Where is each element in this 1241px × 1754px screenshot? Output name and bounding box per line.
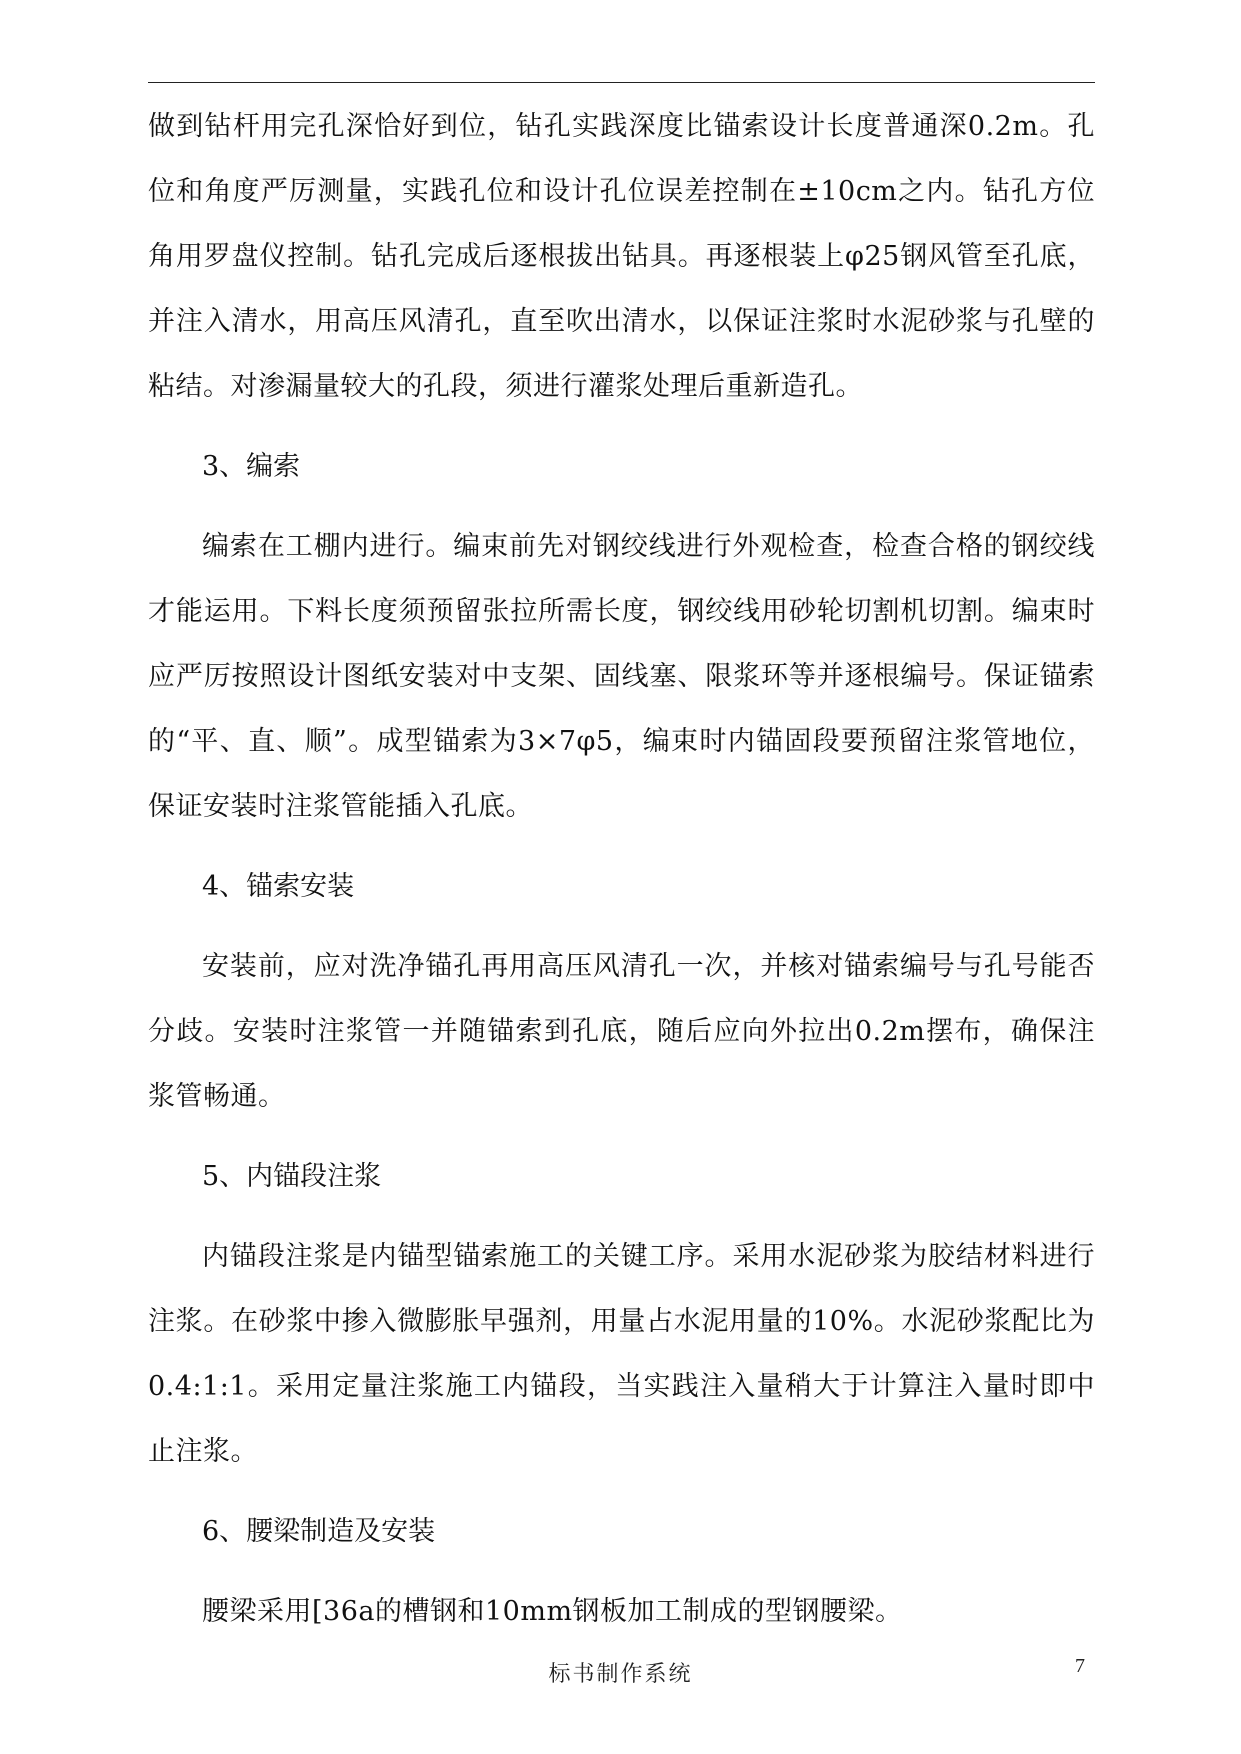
header-rule (148, 82, 1095, 83)
section-heading-3: 3、编索 (202, 451, 301, 482)
document-body (148, 94, 1095, 1644)
paragraph-cable-installation: 安装前，应对洗净锚孔再用高压风清孔一次，并核对锚索编号与孔号能否分歧。安装时注浆管一并随锚索到孔底，随后应向外拉出0.2m摆布，确保注浆管畅通。 (148, 951, 1095, 1112)
page-number: 7 (1075, 1655, 1085, 1677)
section-heading-6: 6、腰梁制造及安装 (202, 1516, 436, 1547)
paragraph-waist-beam: 腰梁采用[36a的槽钢和10mm钢板加工制成的型钢腰梁。 (202, 1596, 903, 1627)
paragraph-drilling: 做到钻杆用完孔深恰好到位，钻孔实践深度比锚索设计长度普通深0.2m。孔位和角度严厉测量，实践孔位和设计孔位误差控制在±10cm之内。钻孔方位角用罗盘仪控制。钻孔完成后逐根拔出钻具。再逐根装上φ25钢风管至孔底，并注入清水，用高压风清孔，直至吹出清水，以保证注浆时水泥砂浆与孔壁的粘结。对渗漏量较大的孔段，须进行灌浆处理后重新造孔。 (148, 111, 1095, 402)
footer-title: 标书制作系统 (548, 1662, 693, 1687)
section-heading-4: 4、锚索安装 (202, 871, 355, 902)
section-heading-5: 5、内锚段注浆 (202, 1161, 382, 1192)
paragraph-grouting: 内锚段注浆是内锚型锚索施工的关键工序。采用水泥砂浆为胶结材料进行注浆。在砂浆中掺入微膨胀早强剂，用量占水泥用量的10%。水泥砂浆配比为0.4:1:1。采用定量注浆施工内锚段，当实践注入量稍大于计算注入量时即中止注浆。 (148, 1241, 1095, 1467)
paragraph-cable-braiding: 编索在工棚内进行。编束前先对钢绞线进行外观检查，检查合格的钢绞线才能运用。下料长度须预留张拉所需长度，钢绞线用砂轮切割机切割。编束时应严厉按照设计图纸安装对中支架、固线塞、限浆环等并逐根编号。保证锚索的“平、直、顺”。成型锚索为3×7φ5，编束时内锚固段要预留注浆管地位，保证安装时注浆管能插入孔底。 (148, 531, 1095, 822)
